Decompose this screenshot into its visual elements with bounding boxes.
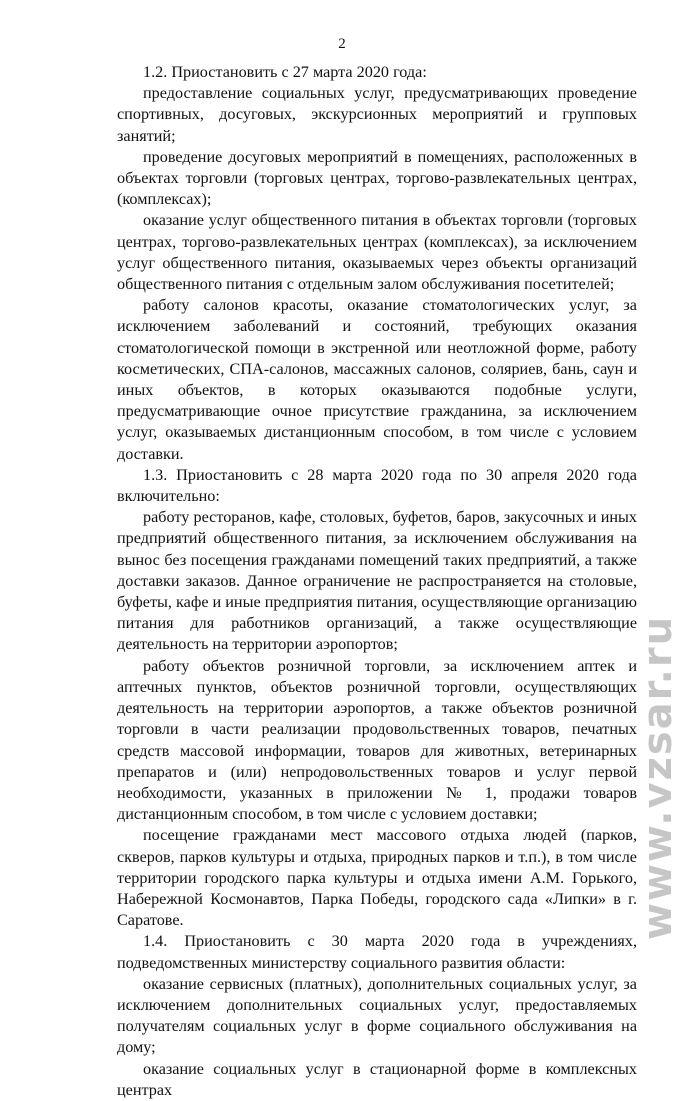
paragraph: работу ресторанов, кафе, столовых, буфетов, баров, закусочных и иных предприятий общественного питания, за исключением обслуживания на вынос без посещения гражданами помещений таких предприятий, а также доставки заказов. Данное ограничение не распространяется на столовые, буфеты, кафе и иные предприятия питания, осуществляющие организацию питания для работников организаций, а также осуществляющие деятельность на территории аэропортов;	[117, 508, 638, 654]
paragraph: посещение гражданами мест массового отдыха людей (парков, скверов, парков культуры и отдыха, природных парков и т.п.), в том числе территории городского парка культуры и отдыха имени А.М. Горького, Набережной Космонавтов, Парка Победы, городского сада «Липки» в г. Саратове.	[117, 826, 637, 930]
paragraph: работу салонов красоты, оказание стоматологических услуг, за исключением заболеваний и состояний, требующих оказания стоматологической помощи в экстренной или неотложной форме, работу косметических, СПА-салонов, массажных салонов, соляриев, бань, саун и иных объектов, в которых оказываются подобные услуги, предусматривающие очное присутствие гражданина, за исключением услуг, оказываемых дистанционным способом, в том числе с условием доставки.	[117, 296, 637, 463]
watermark: www.vzsar.ru	[635, 614, 681, 940]
paragraph: 1.4. Приостановить с 30 марта 2020 года в учреждениях, подведомственных министерству социального развития области:	[117, 932, 637, 972]
paragraph: оказание социальных услуг в стационарной форме в комплексных центрах	[117, 1059, 637, 1099]
document-body	[117, 62, 637, 1101]
paragraph: оказание сервисных (платных), дополнительных социальных услуг, за исключением дополнительных социальных услуг, предоставляемых получателям социальных услуг в форме социального обслуживания на дому;	[117, 974, 637, 1057]
page-number: 2	[338, 36, 346, 52]
paragraph: предоставление социальных услуг, предусматривающих проведение спортивных, досуговых, экскурсионных мероприятий и групповых занятий;	[117, 84, 637, 145]
paragraph: 1.2. Приостановить с 27 марта 2020 года:	[143, 63, 427, 81]
paragraph: проведение досуговых мероприятий в помещениях, расположенных в объектах торговли (торговых центрах, торгово-развлекательных центрах, (комплексах);	[117, 147, 637, 209]
paragraph: работу объектов розничной торговли, за исключением аптек и аптечных пунктов, объектов розничной торговли, осуществляющих деятельность на территории аэропортов, а также объектов розничной торговли в части реализации продовольственных товаров, печатных средств массовой информации, товаров для животных, ветеринарных препаратов и (или) непродовольственных товаров и услуг первой необходимости, указанных в приложении № 1, продажи товаров дистанционным способом, в том числе с условием доставки;	[117, 656, 637, 824]
paragraph: оказание услуг общественного питания в объектах торговли (торговых центрах, торгово-развлекательных центрах (комплексах), за исключением услуг общественного питания, оказываемых через объекты организаций общественного питания с отдельным залом обслуживания посетителей;	[117, 211, 637, 294]
paragraph: 1.3. Приостановить с 28 марта 2020 года по 30 апреля 2020 года включительно:	[117, 465, 637, 506]
